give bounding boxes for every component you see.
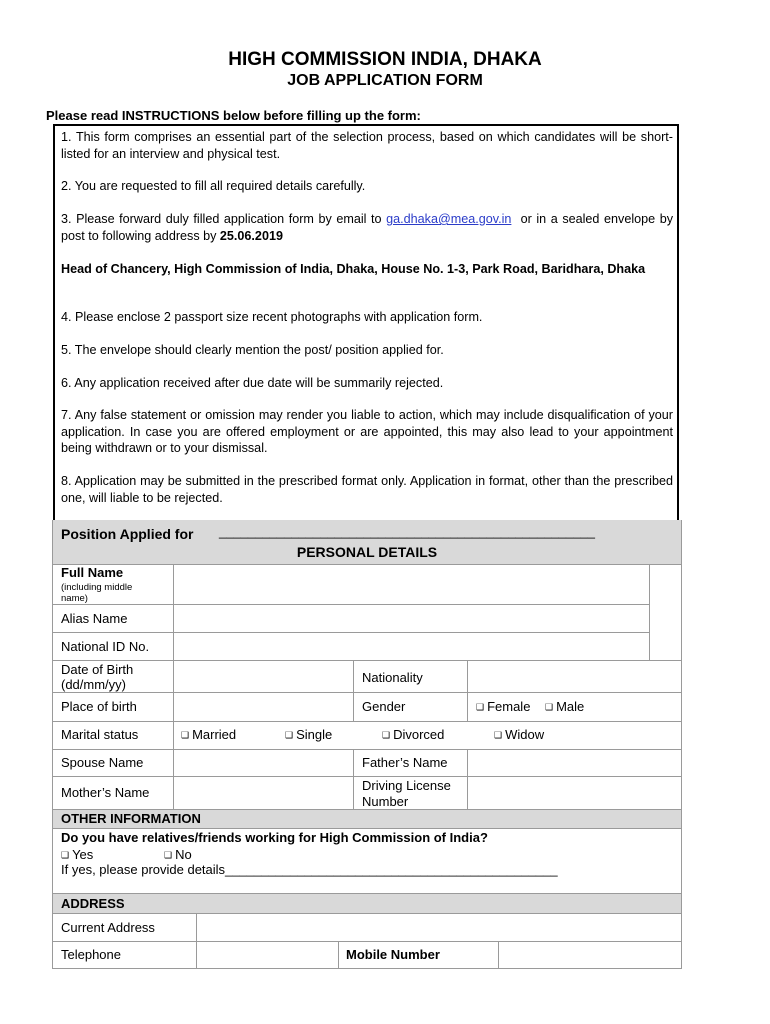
marital-divorced-option[interactable]	[382, 727, 444, 742]
checkbox-icon[interactable]: ❑	[61, 850, 70, 860]
marital-single-option[interactable]	[285, 727, 332, 742]
form-title: HIGH COMMISSION INDIA, DHAKA	[228, 49, 542, 70]
relatives-no-label: No	[175, 847, 192, 862]
telephone-input[interactable]	[197, 942, 338, 968]
national-id-label: National ID No.	[61, 639, 150, 654]
full-name-note-2: name)	[61, 593, 88, 604]
checkbox-icon[interactable]: ❑	[181, 730, 190, 740]
gender-female-label: Female	[487, 699, 531, 714]
instruction-7: 7. Any false statement or omission may render you liable to action, which may include disqualification of your application. In case you are offered employment or are appointed, this may also lead to your appointment being withdrawn or to your dismissal.	[61, 408, 673, 455]
driving-license-input[interactable]	[468, 777, 681, 809]
marital-divorced-label: Divorced	[393, 727, 445, 742]
instruction-8: 8. Application may be submitted in the prescribed format only. Application in format, other than the prescribed one, will liable to be rejected.	[61, 474, 673, 505]
checkbox-icon[interactable]: ❑	[494, 730, 503, 740]
full-name-label: Full Name	[61, 565, 124, 580]
marital-single-label: Single	[296, 727, 333, 742]
form-subtitle: JOB APPLICATION FORM	[287, 72, 483, 89]
instruction-3-text: 3. Please forward duly filled application form by email to	[61, 212, 382, 226]
gender-male-label: Male	[556, 699, 585, 714]
position-label: Position Applied for	[61, 526, 194, 542]
checkbox-icon[interactable]: ❑	[285, 730, 294, 740]
address-heading: ADDRESS	[61, 896, 125, 911]
full-name-input[interactable]	[174, 565, 649, 604]
checkbox-icon[interactable]: ❑	[476, 702, 485, 712]
nationality-label: Nationality	[362, 670, 423, 685]
relatives-no-option[interactable]	[164, 847, 192, 862]
marital-widow-option[interactable]	[494, 727, 544, 742]
spouse-name-input[interactable]	[174, 750, 353, 776]
checkbox-icon[interactable]: ❑	[164, 850, 173, 860]
gender-label: Gender	[362, 699, 406, 714]
fathers-name-input[interactable]	[468, 750, 681, 776]
full-name-note: (including middle	[61, 582, 133, 593]
national-id-input[interactable]	[174, 633, 649, 660]
mothers-name-label: Mother’s Name	[61, 785, 150, 800]
instructions-heading: Please read INSTRUCTIONS below before filling up the form:	[46, 108, 421, 123]
telephone-label: Telephone	[61, 947, 121, 962]
email-link[interactable]: ga.dhaka@mea.gov.in	[386, 212, 512, 226]
instruction-5: 5. The envelope should clearly mention the post/ position applied for.	[61, 343, 444, 357]
postal-address: Head of Chancery, High Commission of India, Dhaka, House No. 1-3, Park Road, Baridhara, Dhaka	[61, 262, 646, 276]
mobile-number-label: Mobile Number	[346, 947, 440, 962]
fathers-name-label: Father’s Name	[362, 755, 448, 770]
place-of-birth-input[interactable]	[174, 693, 353, 721]
due-date: 25.06.2019	[219, 228, 283, 243]
relatives-yes-label: Yes	[72, 847, 94, 862]
mobile-number-input[interactable]	[499, 942, 681, 968]
checkbox-icon[interactable]: ❑	[545, 702, 554, 712]
driving-license-label: Driving License	[362, 778, 451, 793]
address-shade	[53, 893, 681, 913]
checkbox-icon[interactable]: ❑	[382, 730, 391, 740]
marital-status-label: Marital status	[61, 727, 139, 742]
alias-name-input[interactable]	[174, 605, 649, 632]
alias-name-label: Alias Name	[61, 611, 128, 626]
position-input[interactable]: ____________________________________________________	[219, 524, 595, 539]
instruction-3-text-2: or in a sealed envelope by post to following address by	[61, 212, 674, 243]
instruction-4: 4. Please enclose 2 passport size recent photographs with application form.	[61, 310, 483, 324]
other-information-heading: OTHER INFORMATION	[61, 811, 201, 826]
instruction-1: 1. This form comprises an essential part of the selection process, based on which candidates will be short-listed for an interview and physical test.	[61, 130, 673, 161]
current-address-label: Current Address	[61, 920, 155, 935]
gender-male-option[interactable]	[545, 699, 584, 714]
marital-widow-label: Widow	[505, 727, 545, 742]
dob-format-label: (dd/mm/yy)	[61, 677, 126, 692]
driving-license-label-2: Number	[362, 794, 409, 809]
personal-details-heading: PERSONAL DETAILS	[296, 544, 438, 560]
instruction-6: 6. Any application received after due date will be summarily rejected.	[61, 376, 444, 390]
gender-female-option[interactable]	[476, 699, 530, 714]
relatives-yes-option[interactable]	[61, 847, 93, 862]
dob-label: Date of Birth	[61, 662, 134, 677]
marital-married-label: Married	[192, 727, 237, 742]
spouse-name-label: Spouse Name	[61, 755, 144, 770]
nationality-input[interactable]	[468, 661, 681, 692]
instruction-3	[61, 211, 673, 244]
instruction-2: 2. You are requested to fill all required details carefully.	[61, 179, 366, 193]
place-of-birth-label: Place of birth	[61, 699, 137, 714]
current-address-input[interactable]	[197, 914, 681, 941]
marital-married-option[interactable]	[181, 727, 236, 742]
dob-input[interactable]	[174, 661, 353, 692]
relatives-question: Do you have relatives/friends working for High Commission of India?	[61, 830, 488, 845]
mothers-name-input[interactable]	[174, 777, 353, 809]
relatives-details-input[interactable]: If yes, please provide details______________________________________________	[61, 862, 558, 877]
photo-cell	[650, 565, 681, 660]
